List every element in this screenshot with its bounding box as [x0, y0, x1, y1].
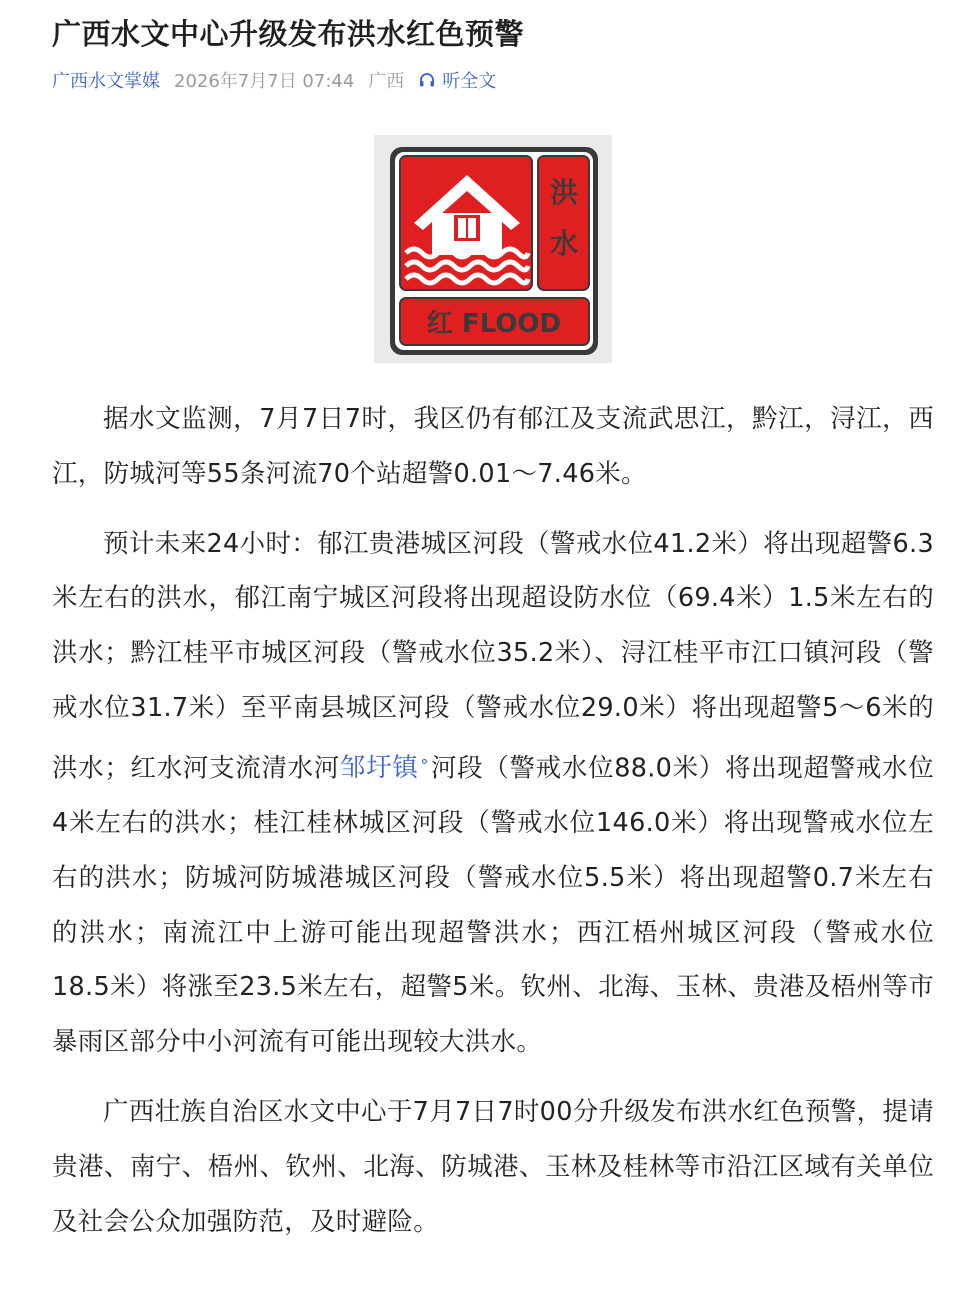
search-icon: ⚬: [418, 754, 431, 771]
flood-warning-image: [374, 135, 612, 363]
article-body: [52, 392, 934, 1264]
side-label-2: 水: [549, 227, 579, 260]
region-label: 广西: [368, 71, 405, 92]
paragraph-1: 据水文监测，7月7日7时，我区仍有郁江及支流武思江，黔江，浔江，西江，防城河等55条河流70个站超警0.01～7.46米。: [52, 404, 934, 489]
headphones-icon: [418, 71, 436, 89]
paragraph-2-part-2: 河段（警戒水位88.0米）将出现超警戒水位4米左右的洪水；桂江桂林城区河段（警戒水位146.0米）将出现警戒水位左右的洪水；防城河防城港城区河段（警戒水位5.5米）将出现超警0.7米左右的洪水；南流江中上游可能出现超警洪水；西江梧州城区河段（警戒水位18.5米）将涨至23.5米左右，超警5米。钦州、北海、玉林、贵港及梧州等市暴雨区部分中小河流有可能出现较大洪水。: [52, 753, 935, 1058]
publish-date: 2026年7月7日 07:44: [174, 71, 355, 92]
listen-label: 听全文: [442, 71, 497, 92]
listen-button[interactable]: [418, 67, 496, 93]
source-link[interactable]: 广西水文掌媒: [52, 71, 160, 92]
place-link[interactable]: 邹圩镇⚬: [340, 753, 431, 784]
paragraph-2-part-1: 预计未来24小时：郁江贵港城区河段（警戒水位41.2米）将出现超警6.3米左右的洪水，郁江南宁城区河段将出现超设防水位（69.4米）1.5米左右的洪水；黔江桂平市城区河段（警戒水位35.2米）、浔江桂平市江口镇河段（警戒水位31.7米）至平南县城区河段（警戒水位29.0米）将出现超警5～6米的洪水；红水河支流清水河: [52, 528, 934, 784]
paragraph-2: [52, 517, 934, 1070]
bottom-label: 红 FLOOD: [426, 309, 562, 339]
side-label-1: 洪: [549, 176, 579, 209]
article-title: 广西水文中心升级发布洪水红色预警: [52, 17, 525, 51]
paragraph-3: 广西壮族自治区水文中心于7月7日7时00分升级发布洪水红色预警，提请贵港、南宁、梧州、钦州、北海、防城港、玉林及桂林等市沿江区域有关单位及社会公众加强防范，及时避险。: [52, 1097, 934, 1237]
article-meta: [52, 67, 496, 93]
